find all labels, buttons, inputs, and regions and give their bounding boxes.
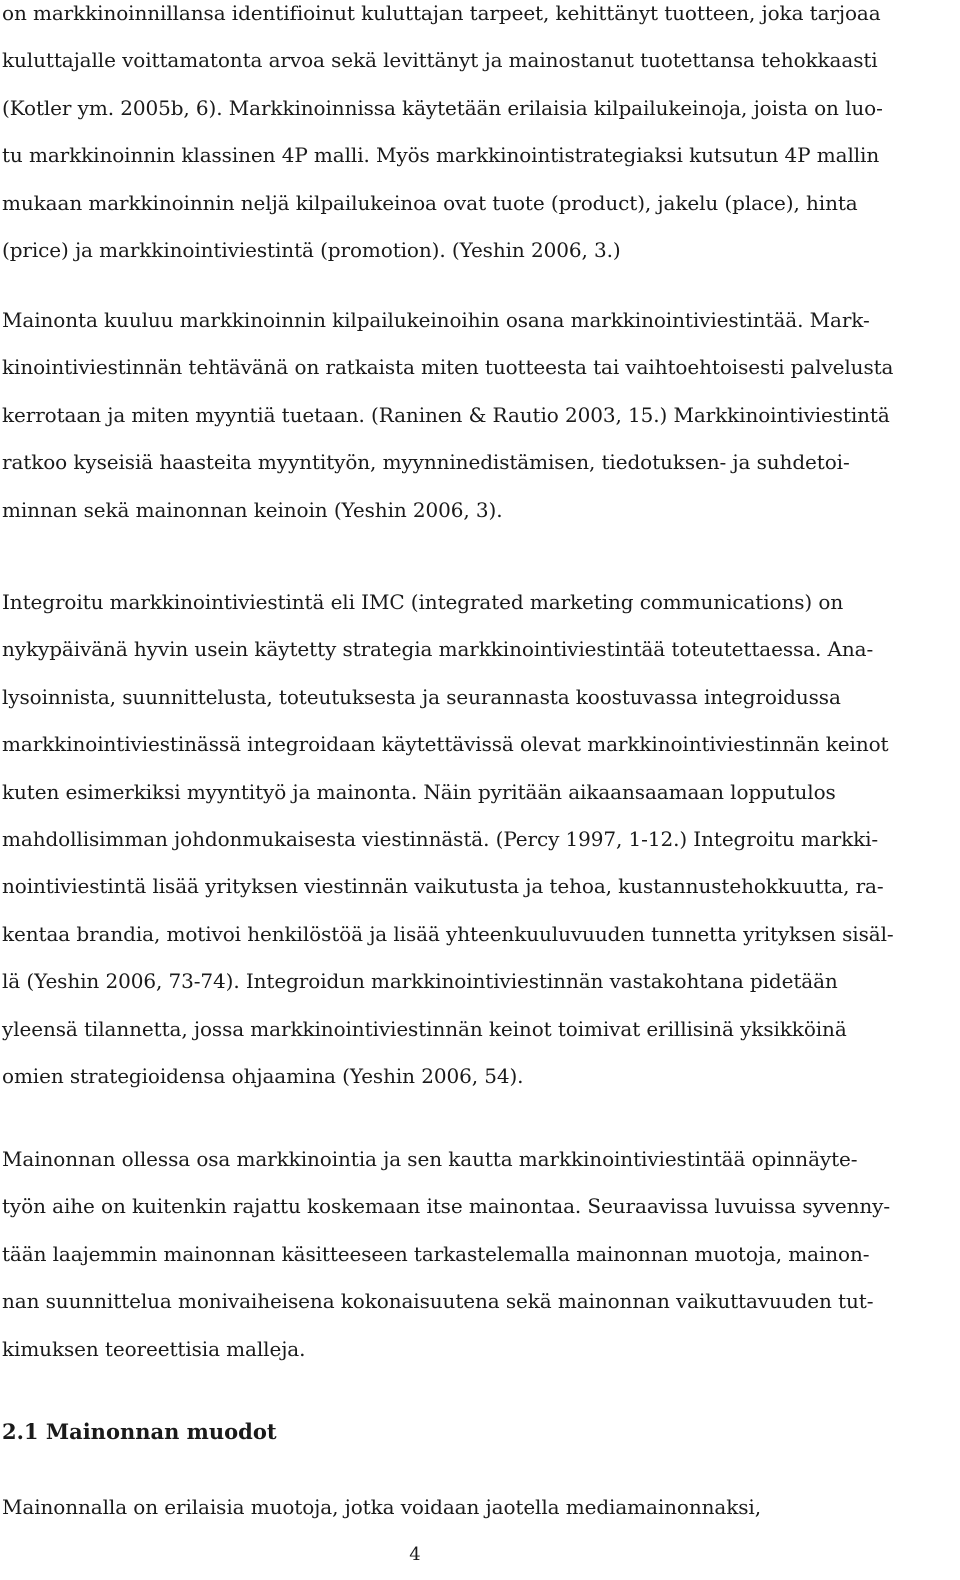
paragraph-marketing-mix (2, 0, 950, 274)
text-line: Integroitu markkinointiviestintä eli IMC (integrated marketing communications) on (2, 590, 844, 614)
text-line: kuluttajalle voittamatonta arvoa sekä levittänyt ja mainostanut tuotettansa tehokkaasti (2, 48, 878, 73)
text-line: (Kotler ym. 2005b, 6). Markkinoinnissa käytetään erilaisia kilpailukeinoja, joista on luo- (2, 95, 883, 120)
text-line: omien strategioidensa ohjaamina (Yeshin 2006, 54). (2, 1063, 524, 1088)
text-line: ratkoo kyseisiä haasteita myyntityön, myynninedistämisen, tiedotuksen- ja suhdetoi- (2, 450, 850, 475)
text-line: minnan sekä mainonnan keinoin (Yeshin 2006, 3). (2, 497, 503, 522)
text-line: tään laajemmin mainonnan käsitteeseen tarkastelemalla mainonnan muotoja, mainon- (2, 1241, 870, 1266)
text-line: on markkinoinnillansa identifioinut kuluttajan tarpeet, kehittänyt tuotteen, joka tarjoaa (2, 1, 881, 25)
text-line: kinointiviestinnän tehtävänä on ratkaista miten tuotteesta tai vaihtoehtoisesti palvelusta (2, 355, 894, 380)
text-line: Mainonnan ollessa osa markkinointia ja sen kautta markkinointiviestintää opinnäyte- (2, 1147, 858, 1171)
text-line: lysoinnista, suunnittelusta, toteutuksesta ja seurannasta koostuvassa integroidussa (2, 684, 841, 709)
text-line: Mainonta kuuluu markkinoinnin kilpailukeinoihin osana markkinointiviestintää. Mark- (2, 308, 870, 332)
text-line: markkinointiviestinässä integroidaan käytettävissä olevat markkinointiviestinnän keinot (2, 732, 889, 757)
text-line: kerrotaan ja miten myyntiä tuetaan. (Raninen & Rautio 2003, 15.) Markkinointiviestintä (2, 402, 890, 427)
text-line: mahdollisimman johdonmukaisesta viestinnästä. (Percy 1997, 1-12.) Integroitu markki- (2, 826, 879, 851)
paragraph-advertising-forms (2, 1484, 950, 1531)
text-line: työn aihe on kuitenkin rajattu koskemaan itse mainontaa. Seuraavissa luvuissa syvenny- (2, 1194, 891, 1219)
text-line: kimuksen teoreettisia malleja. (2, 1336, 306, 1361)
text-line: yleensä tilannetta, jossa markkinointiviestinnän keinot toimivat erillisinä yksikköinä (2, 1016, 847, 1041)
paragraph-imc (2, 579, 950, 1100)
text-line: nointiviestintä lisää yrityksen viestinnän vaikutusta ja tehoa, kustannustehokkuutta, ra- (2, 874, 884, 899)
text-line: mukaan markkinoinnin neljä kilpailukeinoa ovat tuote (product), jakelu (place), hinta (2, 190, 858, 215)
text-line: nan suunnittelua monivaiheisena kokonaisuutena sekä mainonnan vaikuttavuuden tut- (2, 1289, 874, 1314)
text-line: (price) ja markkinointiviestintä (promotion). (Yeshin 2006, 3.) (2, 237, 621, 262)
section-heading: 2.1 Mainonnan muodot (2, 1419, 277, 1444)
text-line: lä (Yeshin 2006, 73-74). Integroidun markkinointiviestinnän vastakohtana pidetään (2, 969, 838, 994)
text-line: tu markkinoinnin klassinen 4P malli. Myös markkinointistrategiaksi kutsutun 4P mallin (2, 143, 880, 168)
text-line: nykypäivänä hyvin usein käytetty strategia markkinointiviestintää toteutettaessa. Ana- (2, 637, 874, 662)
text-line: kentaa brandia, motivoi henkilöstöä ja lisää yhteenkuuluvuuden tunnetta yrityksen sisäl- (2, 921, 894, 946)
paragraph-advertising-role (2, 297, 950, 534)
page-number: 4 (409, 1544, 421, 1565)
paragraph-thesis-scope (2, 1136, 950, 1373)
text-line: Mainonnalla on erilaisia muotoja, jotka voidaan jaotella mediamainonnaksi, (2, 1495, 761, 1519)
text-line: kuten esimerkiksi myyntityö ja mainonta. Näin pyritään aikaansaamaan lopputulos (2, 779, 836, 804)
